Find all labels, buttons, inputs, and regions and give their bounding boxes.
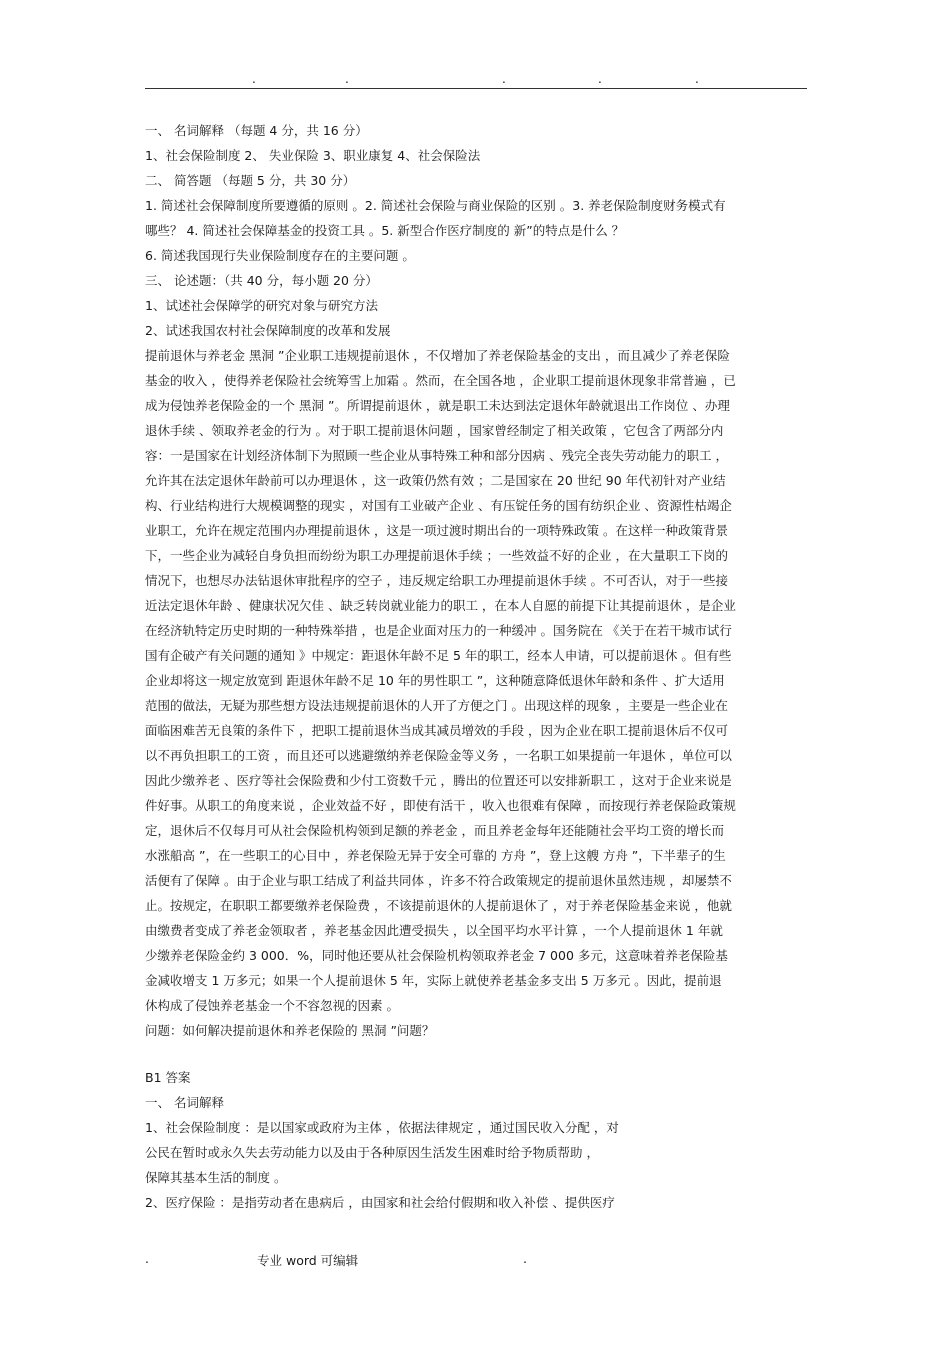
- header-dot: .: [598, 72, 602, 86]
- text-line: 休构成了侵蚀养老基金一个不容忽视的因素 。: [145, 998, 399, 1013]
- text-line: 二、 简答题 （每题 5 分，共 30 分）: [145, 173, 356, 188]
- text-line: 近法定退休年龄 、健康状况欠佳 、缺乏转岗就业能力的职工 ，在本人自愿的前提下让其提前退休 ，是企业: [145, 598, 736, 613]
- text-line: B1 答案: [145, 1070, 191, 1085]
- text-line: 止。按规定，在职职工都要缴养老保险费 ，不该提前退休的人提前退休了 ，对于养老保险基金来说 ，他就: [145, 898, 732, 913]
- text-line: 1、社会保险制度 ：是以国家或政府为主体 ，依据法律规定 ，通过国民收入分配 ，对: [145, 1120, 619, 1135]
- text-line: 问题：如何解决提前退休和养老保险的 黑洞 ”问题？: [145, 1023, 435, 1038]
- text-line: 因此少缴养老 、医疗等社会保险费和少付工资数千元 ，腾出的位置还可以安排新职工 ，这对于企业来说是: [145, 773, 732, 788]
- text-line: 情况下，也想尽办法钻退休审批程序的空子 ，违反规定给职工办理提前退休手续 。不可否认，对于一些接: [145, 573, 728, 588]
- text-line: 水涨船高 ”，在一些职工的心目中 ，养老保险无异于安全可靠的 方舟 ”，登上这艘 方舟 ”，下半辈子的生: [145, 848, 726, 863]
- text-line: 2、医疗保险 ：是指劳动者在患病后 ，由国家和社会给付假期和收入补偿 、提供医疗: [145, 1195, 615, 1210]
- text-line: 成为侵蚀养老保险金的一个 黑洞 ”。所谓提前退休 ，就是职工未达到法定退休年龄就退出工作岗位 、办理: [145, 398, 730, 413]
- text-line: 企业却将这一规定放宽到 距退休年龄不足 10 年的男性职工 ”，这种随意降低退休年龄和条件 、扩大适用: [145, 673, 725, 688]
- text-line: 国有企破产有关问题的通知 》中规定：距退休年龄不足 5 年的职工，经本人申请，可以提前退休 。但有些: [145, 648, 732, 663]
- header-dot: .: [252, 72, 256, 86]
- text-line: 面临困难苦无良策的条件下 ，把职工提前退休当成其减员增效的手段 ，因为企业在职工提前退休后不仅可: [145, 723, 728, 738]
- text-line: 1、试述社会保障学的研究对象与研究方法: [145, 298, 378, 313]
- footer-dot: .: [523, 1251, 527, 1266]
- header-dot: .: [345, 72, 349, 86]
- text-line: 一、 名词解释: [145, 1095, 224, 1110]
- text-line: 活便有了保障 。由于企业与职工结成了利益共同体 ，许多不符合政策规定的提前退休虽然违规 ，却屡禁不: [145, 873, 732, 888]
- footer-text: 专业 word 可编辑: [257, 1253, 359, 1268]
- text-line: 1、社会保险制度 2、 失业保险 3、职业康复 4、社会保险法: [145, 148, 481, 163]
- section-gap: [145, 1043, 807, 1065]
- text-line: 公民在暂时或永久失去劳动能力以及由于各种原因生活发生困难时给予物质帮助 ，: [145, 1145, 599, 1160]
- exam-questions: [145, 118, 807, 1043]
- text-line: 退休手续 、领取养老金的行为 。对于职工提前退休问题 ，国家曾经制定了相关政策 ，它包含了两部分内: [145, 423, 724, 438]
- header-dots: [145, 72, 807, 86]
- text-line: 6. 简述我国现行失业保险制度存在的主要问题 。: [145, 248, 415, 263]
- footer-dot: .: [145, 1251, 149, 1266]
- text-line: 业职工，允许在规定范围内办理提前退休 ，这是一项过渡时期出台的一项特殊政策 。在这样一种政策背景: [145, 523, 728, 538]
- text-line: 件好事。从职工的角度来说 ，企业效益不好 ，即使有活干 ，收入也很难有保障 ，而按现行养老保险政策规: [145, 798, 736, 813]
- text-line: 在经济轨特定历史时期的一种特殊举措 ，也是企业面对压力的一种缓冲 。国务院在 《关于在若干城市试行: [145, 623, 732, 638]
- text-line: 定，退休后不仅每月可从社会保险机构领到足额的养老金 ，而且养老金每年还能随社会平均工资的增长而: [145, 823, 724, 838]
- text-line: 提前退休与养老金 黑洞 ”企业职工违规提前退休 ，不仅增加了养老保险基金的支出 ，而且减少了养老保险: [145, 348, 730, 363]
- header-rule: [145, 88, 807, 89]
- text-line: 一、 名词解释 （每题 4 分，共 16 分）: [145, 123, 368, 138]
- text-line: 以不再负担职工的工资 ，而且还可以逃避缴纳养老保险金等义务 ，一名职工如果提前一年退休 ，单位可以: [145, 748, 732, 763]
- text-line: 三、 论述题：（共 40 分，每小题 20 分）: [145, 273, 378, 288]
- text-line: 2、试述我国农村社会保障制度的改革和发展: [145, 323, 391, 338]
- text-line: 由缴费者变成了养老金领取者 ，养老基金因此遭受损失 ，以全国平均水平计算 ，一个人提前退休 1 年就: [145, 923, 723, 938]
- text-line: 1. 简述社会保障制度所要遵循的原则 。2. 简述社会保险与商业保险的区别 。3. 养老保险制度财务模式有: [145, 198, 726, 213]
- answer-section: [145, 1065, 807, 1215]
- text-line: 允许其在法定退休年龄前可以办理退休 ，这一政策仍然有效 ；二是国家在 20 世纪 90 年代初针对产业结: [145, 473, 726, 488]
- page-footer: [145, 1251, 807, 1269]
- header-dot: .: [502, 72, 506, 86]
- document-body: [145, 118, 807, 1215]
- header-dot: .: [695, 72, 699, 86]
- text-line: 保障其基本生活的制度 。: [145, 1170, 287, 1185]
- text-line: 下，一些企业为减轻自身负担而纷纷为职工办理提前退休手续 ；一些效益不好的企业 ，在大量职工下岗的: [145, 548, 728, 563]
- text-line: 范围的做法，无疑为那些想方设法违规提前退休的人开了方便之门 。出现这样的现象 ，主要是一些企业在: [145, 698, 728, 713]
- text-line: 构、行业结构进行大规模调整的现实 ，对国有工业破产企业 、有压锭任务的国有纺织企业 、资源性枯竭企: [145, 498, 732, 513]
- text-line: 哪些？ 4. 简述社会保障基金的投资工具 。5. 新型合作医疗制度的 新”的特点是什么 ？: [145, 223, 625, 238]
- text-line: 基金的收入 ，使得养老保险社会统筹雪上加霜 。然而，在全国各地 ，企业职工提前退休现象非常普遍 ，已: [145, 373, 736, 388]
- text-line: 容：一是国家在计划经济体制下为照顾一些企业从事特殊工种和部分因病 、残完全丧失劳动能力的职工 ，: [145, 448, 728, 463]
- text-line: 金减收增支 1 万多元；如果一个人提前退休 5 年，实际上就使养老基金多支出 5 万多元 。因此，提前退: [145, 973, 722, 988]
- text-line: 少缴养老保险金约 3 000．%，同时他还要从社会保险机构领取养老金 7 000 多元，这意味着养老保险基: [145, 948, 728, 963]
